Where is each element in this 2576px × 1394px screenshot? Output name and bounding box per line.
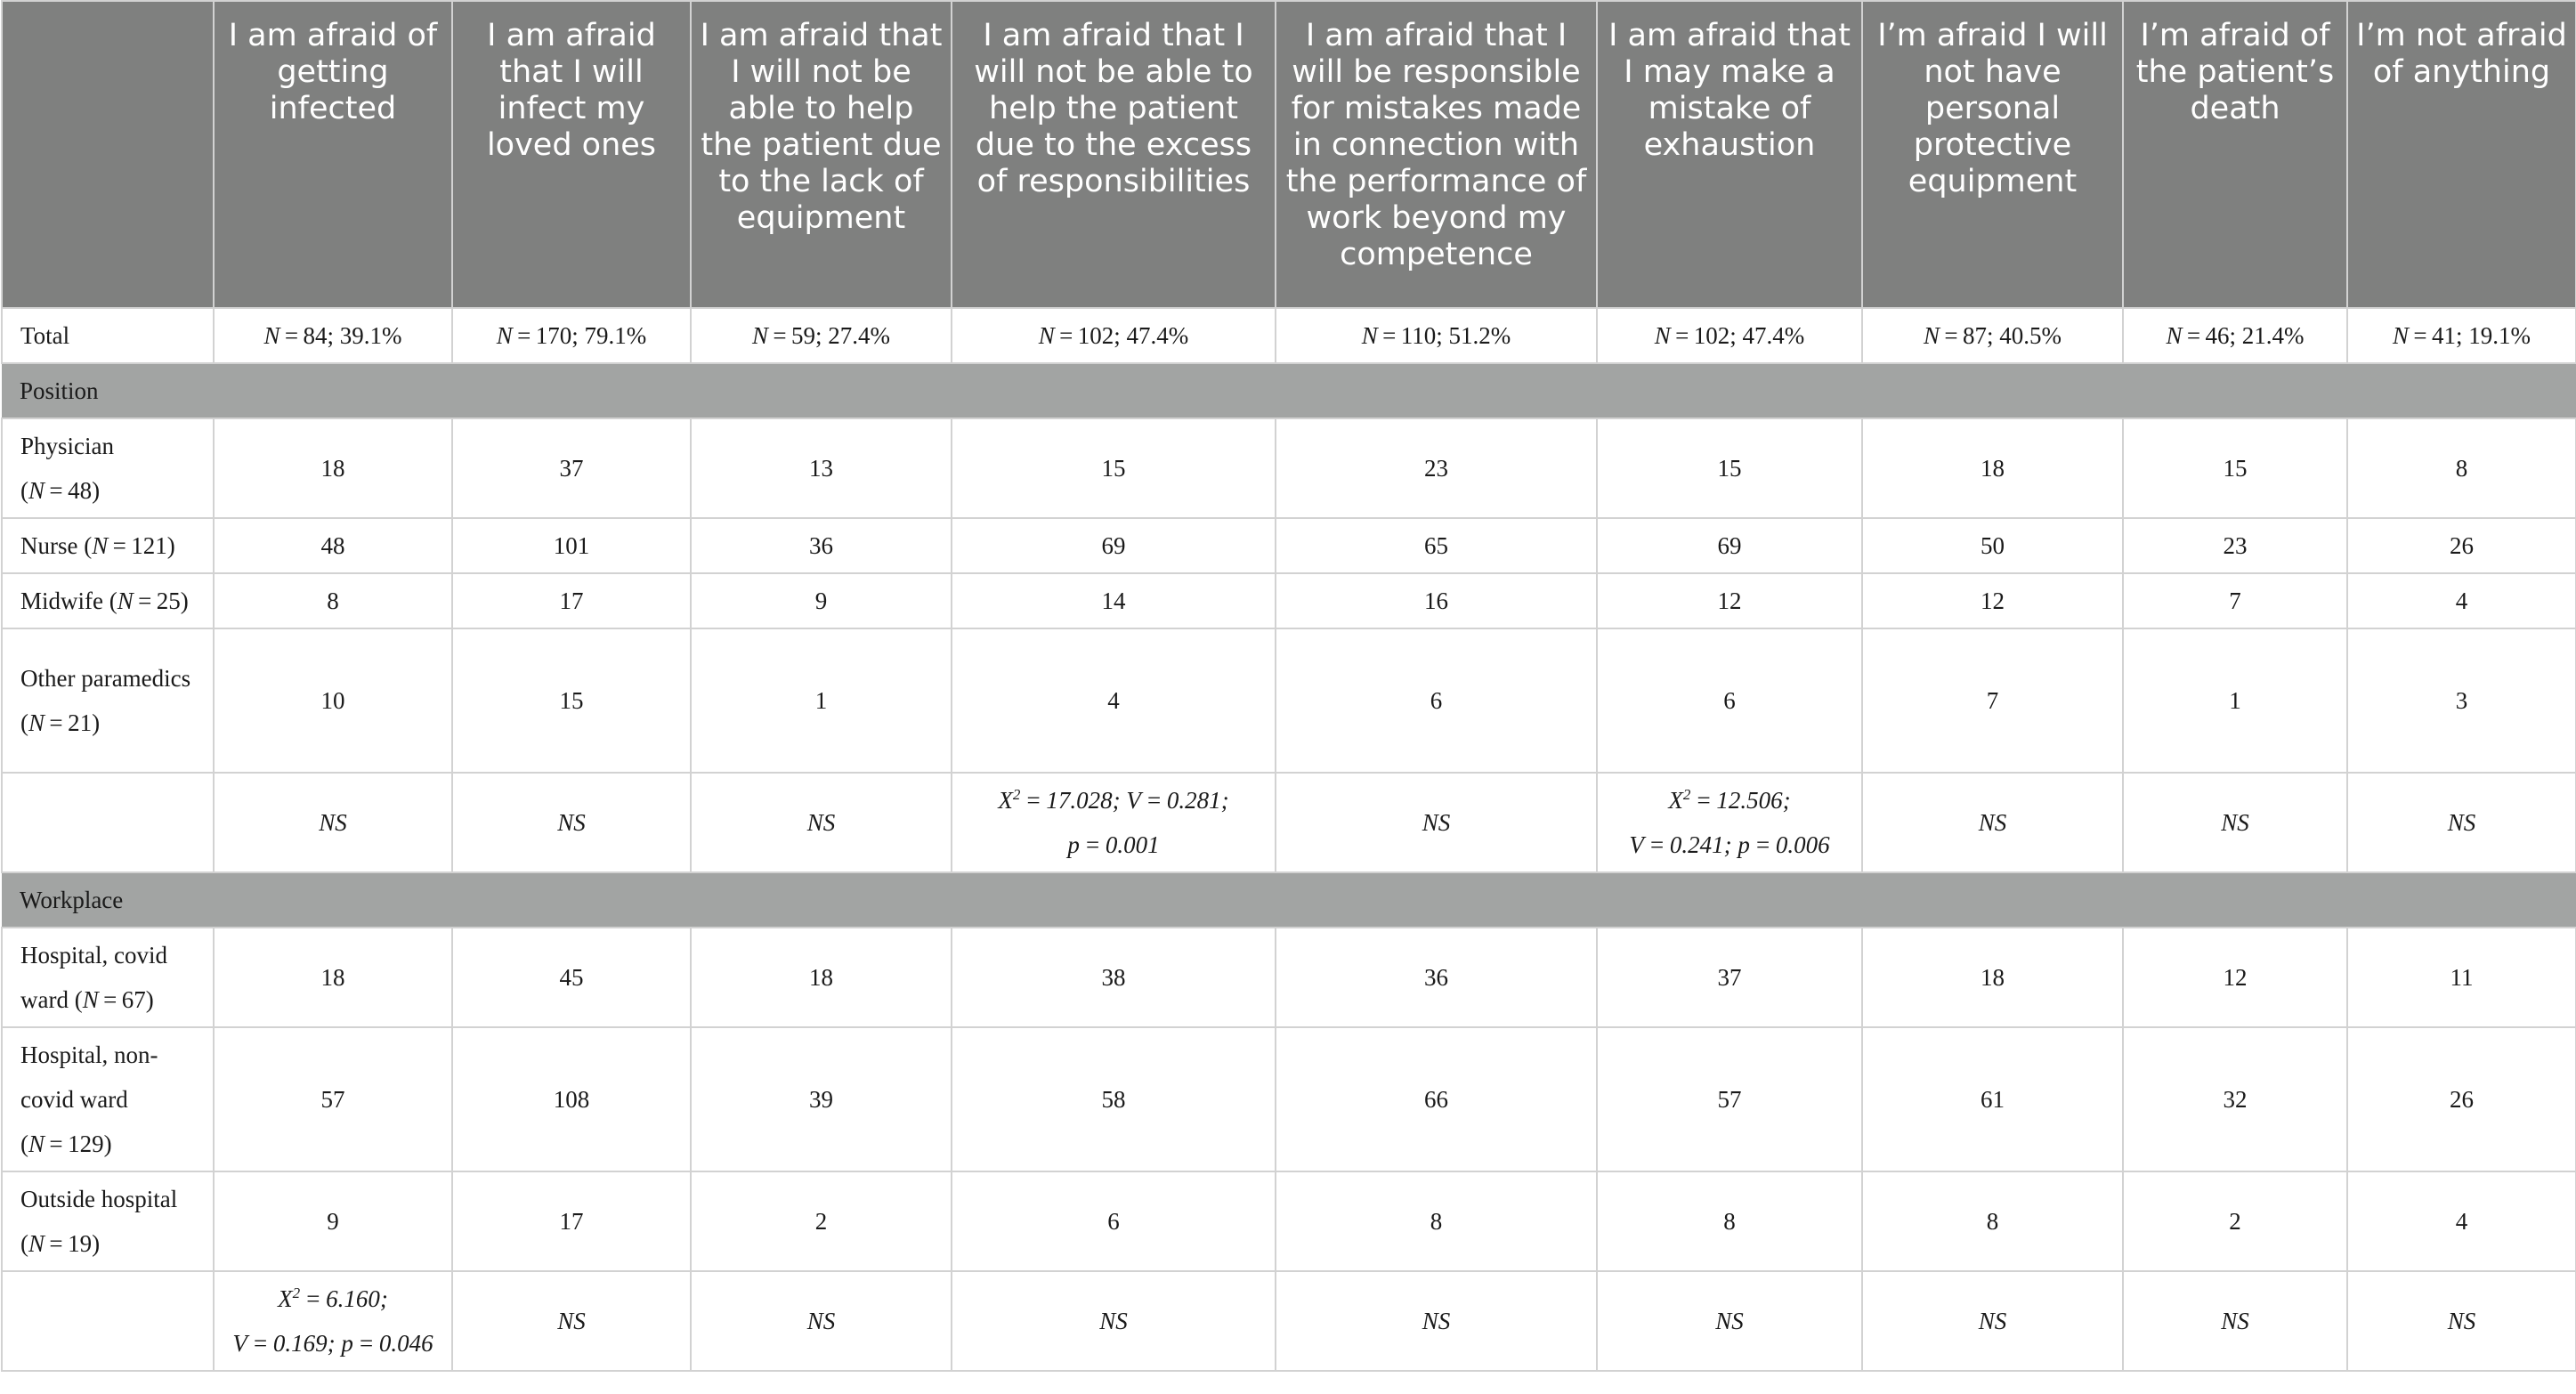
total-n: 59 — [791, 322, 816, 349]
data-row — [2, 573, 2576, 628]
value-cell: 13 — [691, 418, 952, 518]
value-cell: 6 — [952, 1171, 1276, 1271]
fears-table — [1, 0, 2576, 1372]
total-percent: 51.2% — [1448, 322, 1511, 349]
stat-ns: NS — [2221, 1308, 2249, 1334]
value-cell: 108 — [452, 1027, 691, 1171]
total-cell: N = 41; 19.1% — [2347, 308, 2576, 363]
value-cell: 61 — [1862, 1027, 2123, 1171]
stat-cell — [691, 773, 952, 872]
total-cell: N = 59; 27.4% — [691, 308, 952, 363]
stat-ns: NS — [1978, 809, 2007, 836]
stat-ns: NS — [2447, 809, 2476, 836]
value-cell: 32 — [2123, 1027, 2347, 1171]
row-label: Outside hospital (N = 19) — [2, 1171, 214, 1271]
value-cell: 15 — [952, 418, 1276, 518]
value-cell: 37 — [452, 418, 691, 518]
value-cell: 2 — [2123, 1171, 2347, 1271]
value-cell: 12 — [2123, 928, 2347, 1027]
value-cell: 9 — [214, 1171, 452, 1271]
n-symbol: N — [28, 1230, 45, 1257]
value-cell: 4 — [2347, 1171, 2576, 1271]
row-label: Nurse (N = 121) — [2, 518, 214, 573]
row-name: Hospital, covid ward — [20, 942, 167, 1013]
stat-chi-square: 12.506 — [1716, 787, 1783, 814]
row-name: Nurse — [20, 532, 78, 559]
n-symbol: N — [1923, 322, 1940, 349]
n-symbol: N — [1654, 322, 1671, 349]
value-cell: 6 — [1597, 628, 1862, 773]
row-n: 121 — [131, 532, 167, 559]
stat-ns: NS — [806, 1308, 836, 1334]
stat-ns: NS — [1099, 1308, 1128, 1334]
value-cell: 15 — [452, 628, 691, 773]
total-cell: N = 102; 47.4% — [1597, 308, 1862, 363]
n-symbol: N — [2166, 322, 2183, 349]
total-cell: N = 87; 40.5% — [1862, 308, 2123, 363]
row-name: Midwife — [20, 588, 103, 614]
total-percent: 47.4% — [1742, 322, 1805, 349]
n-symbol: N — [263, 322, 280, 349]
stat-ns: NS — [806, 809, 836, 836]
value-cell: 45 — [452, 928, 691, 1027]
total-n: 110 — [1400, 322, 1437, 349]
header-row — [2, 1, 2576, 308]
value-cell: 12 — [1597, 573, 1862, 628]
value-cell: 58 — [952, 1027, 1276, 1171]
header-afraid-of-infection: I am afraid of getting infected — [214, 1, 452, 308]
total-n: 102 — [1693, 322, 1730, 349]
stat-cell: $X^2 = 6.160$; V = 0.169; p = 0.046 — [214, 1271, 452, 1371]
value-cell: 23 — [1276, 418, 1597, 518]
header-lack-of-equipment: I am afraid that I will not be able to help the patient due to the lack of equipment — [691, 1, 952, 308]
header-mistakes-beyond-competence: I am afraid that I will be responsible for mistakes made in connection with the performance of work beyond my competence — [1276, 1, 1597, 308]
total-n: 84 — [303, 322, 328, 349]
stat-ns: NS — [1422, 809, 1451, 836]
row-name: Other paramedics — [20, 665, 191, 692]
value-cell: 36 — [691, 518, 952, 573]
value-cell: 18 — [1862, 928, 2123, 1027]
stat-p-value: 0.046 — [378, 1330, 433, 1357]
data-row — [2, 518, 2576, 573]
position-stats-row — [2, 773, 2576, 872]
total-n: 170 — [535, 322, 572, 349]
stat-chi-square: 17.028 — [1046, 787, 1113, 814]
total-n: 87 — [1963, 322, 1988, 349]
stat-ns: NS — [2447, 1308, 2476, 1334]
header-infect-loved-ones: I am afraid that I will infect my loved ones — [452, 1, 691, 308]
stat-ns: NS — [1978, 1308, 2007, 1334]
stat-ns: NS — [557, 809, 586, 836]
data-row — [2, 928, 2576, 1027]
stat-cell — [691, 1271, 952, 1371]
n-symbol: N — [496, 322, 513, 349]
stat-ns: NS — [1715, 1308, 1744, 1334]
total-cell: N = 110; 51.2% — [1276, 308, 1597, 363]
value-cell: 23 — [2123, 518, 2347, 573]
value-cell: 4 — [2347, 573, 2576, 628]
row-label: Hospital, covid ward (N = 67) — [2, 928, 214, 1027]
data-row — [2, 1027, 2576, 1171]
value-cell: 26 — [2347, 518, 2576, 573]
value-cell: 37 — [1597, 928, 1862, 1027]
stat-cell — [2123, 773, 2347, 872]
stat-cell — [2123, 1271, 2347, 1371]
stat-cell: $X^2 = 12.506$; V = 0.241; p = 0.006 — [1597, 773, 1862, 872]
value-cell: 26 — [2347, 1027, 2576, 1171]
value-cell: 6 — [1276, 628, 1597, 773]
value-cell: 69 — [1597, 518, 1862, 573]
value-cell: 15 — [2123, 418, 2347, 518]
value-cell: 3 — [2347, 628, 2576, 773]
row-label — [2, 773, 214, 872]
value-cell: 17 — [452, 573, 691, 628]
header-corner — [2, 1, 214, 308]
value-cell: 12 — [1862, 573, 2123, 628]
total-n: 46 — [2205, 322, 2230, 349]
n-symbol: N — [82, 986, 99, 1013]
section-position — [2, 363, 2576, 418]
value-cell: 16 — [1276, 573, 1597, 628]
table-body — [2, 308, 2576, 1371]
section-title: Position — [2, 363, 2576, 418]
chi-square-symbol: $X^2$ — [998, 786, 1021, 814]
value-cell: 18 — [214, 418, 452, 518]
stat-cell: $X^2 = 17.028$; V = 0.281; p = 0.001 — [952, 773, 1276, 872]
total-percent: 47.4% — [1126, 322, 1189, 349]
stat-cramers-v: 0.169 — [272, 1330, 328, 1357]
total-percent: 27.4% — [828, 322, 891, 349]
stat-chi-square: 6.160 — [326, 1285, 380, 1312]
n-symbol: N — [28, 1131, 45, 1157]
value-cell: 18 — [691, 928, 952, 1027]
n-symbol: N — [92, 532, 109, 559]
value-cell: 11 — [2347, 928, 2576, 1027]
n-symbol: N — [751, 322, 768, 349]
value-cell: 2 — [691, 1171, 952, 1271]
value-cell: 50 — [1862, 518, 2123, 573]
total-percent: 79.1% — [584, 322, 647, 349]
total-cell: N = 84; 39.1% — [214, 308, 452, 363]
value-cell: 65 — [1276, 518, 1597, 573]
value-cell: 69 — [952, 518, 1276, 573]
total-cell: N = 102; 47.4% — [952, 308, 1276, 363]
n-symbol: N — [117, 588, 134, 614]
stat-cell — [452, 1271, 691, 1371]
header-patient-death: I’m afraid of the patient’s death — [2123, 1, 2347, 308]
stat-ns: NS — [1422, 1308, 1451, 1334]
value-cell: 15 — [1597, 418, 1862, 518]
section-workplace — [2, 872, 2576, 928]
value-cell: 10 — [214, 628, 452, 773]
value-cell: 8 — [1597, 1171, 1862, 1271]
header-no-ppe: I’m afraid I will not have personal protective equipment — [1862, 1, 2123, 308]
total-percent: 21.4% — [2241, 322, 2305, 349]
row-label: Physician (N = 48) — [2, 418, 214, 518]
stat-p-value: 0.006 — [1775, 831, 1830, 858]
value-cell: 48 — [214, 518, 452, 573]
header-not-afraid: I’m not afraid of anything — [2347, 1, 2576, 308]
row-label: Other paramedics (N = 21) — [2, 628, 214, 773]
n-symbol: N — [1361, 322, 1378, 349]
stat-cell — [1862, 773, 2123, 872]
n-symbol: N — [28, 477, 45, 504]
row-name: Outside hospital — [20, 1186, 178, 1212]
value-cell: 4 — [952, 628, 1276, 773]
stat-cell — [452, 773, 691, 872]
row-n: 129 — [68, 1131, 104, 1157]
value-cell: 8 — [214, 573, 452, 628]
value-cell: 18 — [214, 928, 452, 1027]
stat-ns: NS — [319, 809, 347, 836]
value-cell: 18 — [1862, 418, 2123, 518]
total-n: 102 — [1077, 322, 1114, 349]
n-symbol: N — [28, 709, 45, 736]
value-cell: 57 — [1597, 1027, 1862, 1171]
total-percent: 40.5% — [1999, 322, 2062, 349]
total-percent: 39.1% — [339, 322, 402, 349]
data-row — [2, 628, 2576, 773]
row-label: Total — [2, 308, 214, 363]
row-n: 19 — [68, 1230, 93, 1257]
value-cell: 39 — [691, 1027, 952, 1171]
stat-cell — [2347, 1271, 2576, 1371]
stat-cell — [2347, 773, 2576, 872]
stat-p-value: 0.001 — [1105, 831, 1160, 858]
row-label: Hospital, non-covid ward (N = 129) — [2, 1027, 214, 1171]
stat-cramers-v: 0.241 — [1669, 831, 1724, 858]
n-symbol: N — [1038, 322, 1055, 349]
header-excess-responsibilities: I am afraid that I will not be able to help the patient due to the excess of responsibilities — [952, 1, 1276, 308]
stat-ns: NS — [2221, 809, 2249, 836]
value-cell: 7 — [2123, 573, 2347, 628]
stat-cell — [1862, 1271, 2123, 1371]
value-cell: 1 — [2123, 628, 2347, 773]
row-n: 48 — [68, 477, 93, 504]
data-row — [2, 418, 2576, 518]
value-cell: 8 — [1862, 1171, 2123, 1271]
chi-square-symbol: $X^2$ — [1668, 786, 1691, 814]
value-cell: 57 — [214, 1027, 452, 1171]
value-cell: 38 — [952, 928, 1276, 1027]
total-row — [2, 308, 2576, 363]
row-name: Physician — [20, 433, 114, 459]
header-mistake-exhaustion: I am afraid that I may make a mistake of exhaustion — [1597, 1, 1862, 308]
total-cell: N = 170; 79.1% — [452, 308, 691, 363]
value-cell: 7 — [1862, 628, 2123, 773]
stat-cell — [214, 773, 452, 872]
total-cell: N = 46; 21.4% — [2123, 308, 2347, 363]
value-cell: 36 — [1276, 928, 1597, 1027]
row-name: Hospital, non-covid ward — [20, 1041, 158, 1113]
stat-cell — [1276, 773, 1597, 872]
stat-cell — [1276, 1271, 1597, 1371]
value-cell: 8 — [1276, 1171, 1597, 1271]
value-cell: 101 — [452, 518, 691, 573]
row-label: Midwife (N = 25) — [2, 573, 214, 628]
stat-ns: NS — [557, 1308, 586, 1334]
value-cell: 8 — [2347, 418, 2576, 518]
value-cell: 14 — [952, 573, 1276, 628]
data-row — [2, 1171, 2576, 1271]
stat-cell — [1597, 1271, 1862, 1371]
row-n: 67 — [121, 986, 146, 1013]
stat-cell — [952, 1271, 1276, 1371]
section-title: Workplace — [2, 872, 2576, 928]
chi-square-symbol: $X^2$ — [278, 1285, 301, 1312]
value-cell: 9 — [691, 573, 952, 628]
value-cell: 1 — [691, 628, 952, 773]
stat-cramers-v: 0.281 — [1166, 787, 1221, 814]
workplace-stats-row — [2, 1271, 2576, 1371]
total-n: 41 — [2432, 322, 2457, 349]
value-cell: 17 — [452, 1171, 691, 1271]
total-percent: 19.1% — [2468, 322, 2531, 349]
n-symbol: N — [2392, 322, 2409, 349]
value-cell: 66 — [1276, 1027, 1597, 1171]
row-label — [2, 1271, 214, 1371]
row-n: 21 — [68, 709, 93, 736]
row-n: 25 — [156, 588, 181, 614]
